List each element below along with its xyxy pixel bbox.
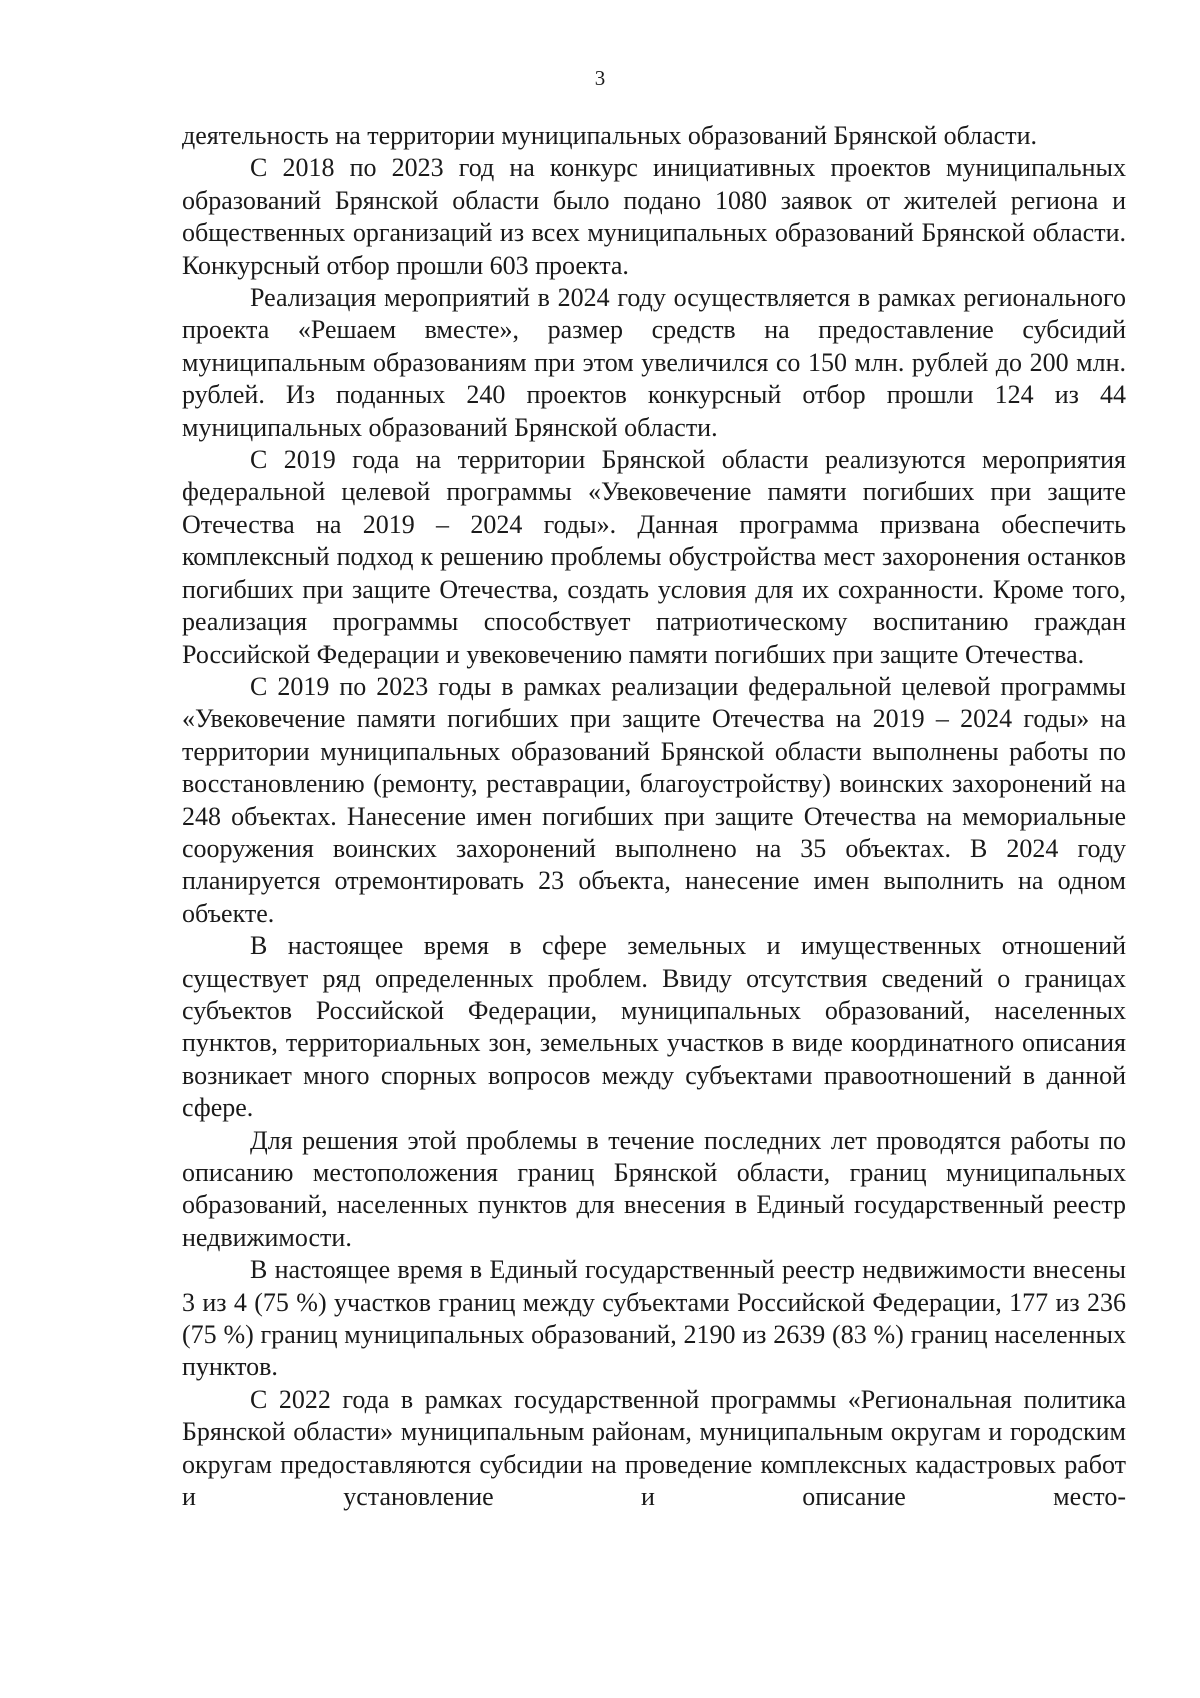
paragraph-boundary-works: Для решения этой проблемы в течение последних лет проводятся работы по описанию местоположения границ Брянской области, границ муниципальных образований, населенных пунктов для внесения в Единый государственный реестр недвижимости. xyxy=(182,1125,1126,1252)
paragraph-memory-results: С 2019 по 2023 годы в рамках реализации федеральной целевой программы «Увековечение памяти погибших при защите Отечества на 2019 – 2024 годы» на территории муниципальных образований Брянской области выполнены работы по восстановлению (ремонту, реставрации, благоустройству) воинских захоронений на 248 объектах. Нанесение имен погибших при защите Отечества на мемориальные сооружения воинских захоронений выполнено на 35 объектах. В 2024 году планируется отремонтировать 23 объекта, нанесение имен выполнить на одном объекте. xyxy=(182,671,1126,928)
document-body xyxy=(182,120,1126,1513)
paragraph-memory-program: С 2019 года на территории Брянской области реализуются мероприятия федеральной целевой программы «Увековечение памяти погибших при защите Отечества на 2019 – 2024 годы». Данная программа призвана обеспечить комплексный подход к решению проблемы обустройства мест захоронения останков погибших при защите Отечества, создать условия для их сохранности. Кроме того, реализация программы способствует патриотическому воспитанию граждан Российской Федерации и увековечению памяти погибших при защите Отечества. xyxy=(182,445,1126,669)
paragraph-land-problems: В настоящее время в сфере земельных и имущественных отношений существует ряд определенных проблем. Ввиду отсутствия сведений о границах субъектов Российской Федерации, муниципальных образований, населенных пунктов, территориальных зон, земельных участков в виде координатного описания возникает много спорных вопросов между субъектами правоотношений в данной сфере. xyxy=(182,931,1126,1123)
paragraph-registry-status: В настоящее время в Единый государственный реестр недвижимости внесены 3 из 4 (75 %) участков границ между субъектами Российской Федерации, 177 из 236 (75 %) границ муниципальных образований, 2190 из 2639 (83 %) границ населенных пунктов. xyxy=(182,1255,1126,1382)
page-number: 3 xyxy=(594,66,606,90)
paragraph-initiative-projects: С 2018 по 2023 год на конкурс инициативных проектов муниципальных образований Брянской области было подано 1080 заявок от жителей региона и общественных организаций из всех муниципальных образований Брянской области. Конкурсный отбор прошли 603 проекта. xyxy=(182,153,1126,280)
paragraph-cadastral-subsidies: С 2022 года в рамках государственной программы «Региональная политика Брянской области» муниципальным районам, муниципальным округам и городским округам предоставляются субсидии на проведение комплексных кадастровых работ и установление и описание место- xyxy=(182,1384,1126,1512)
paragraph-decide-together: Реализация мероприятий в 2024 году осуществляется в рамках регионального проекта «Решаем вместе», размер средств на предоставление субсидий муниципальным образованиям при этом увеличился со 150 млн. рублей до 200 млн. рублей. Из поданных 240 проектов конкурсный отбор прошли 124 из 44 муниципальных образований Брянской области. xyxy=(182,283,1126,442)
paragraph-continuation: деятельность на территории муниципальных образований Брянской области. xyxy=(182,121,1037,150)
